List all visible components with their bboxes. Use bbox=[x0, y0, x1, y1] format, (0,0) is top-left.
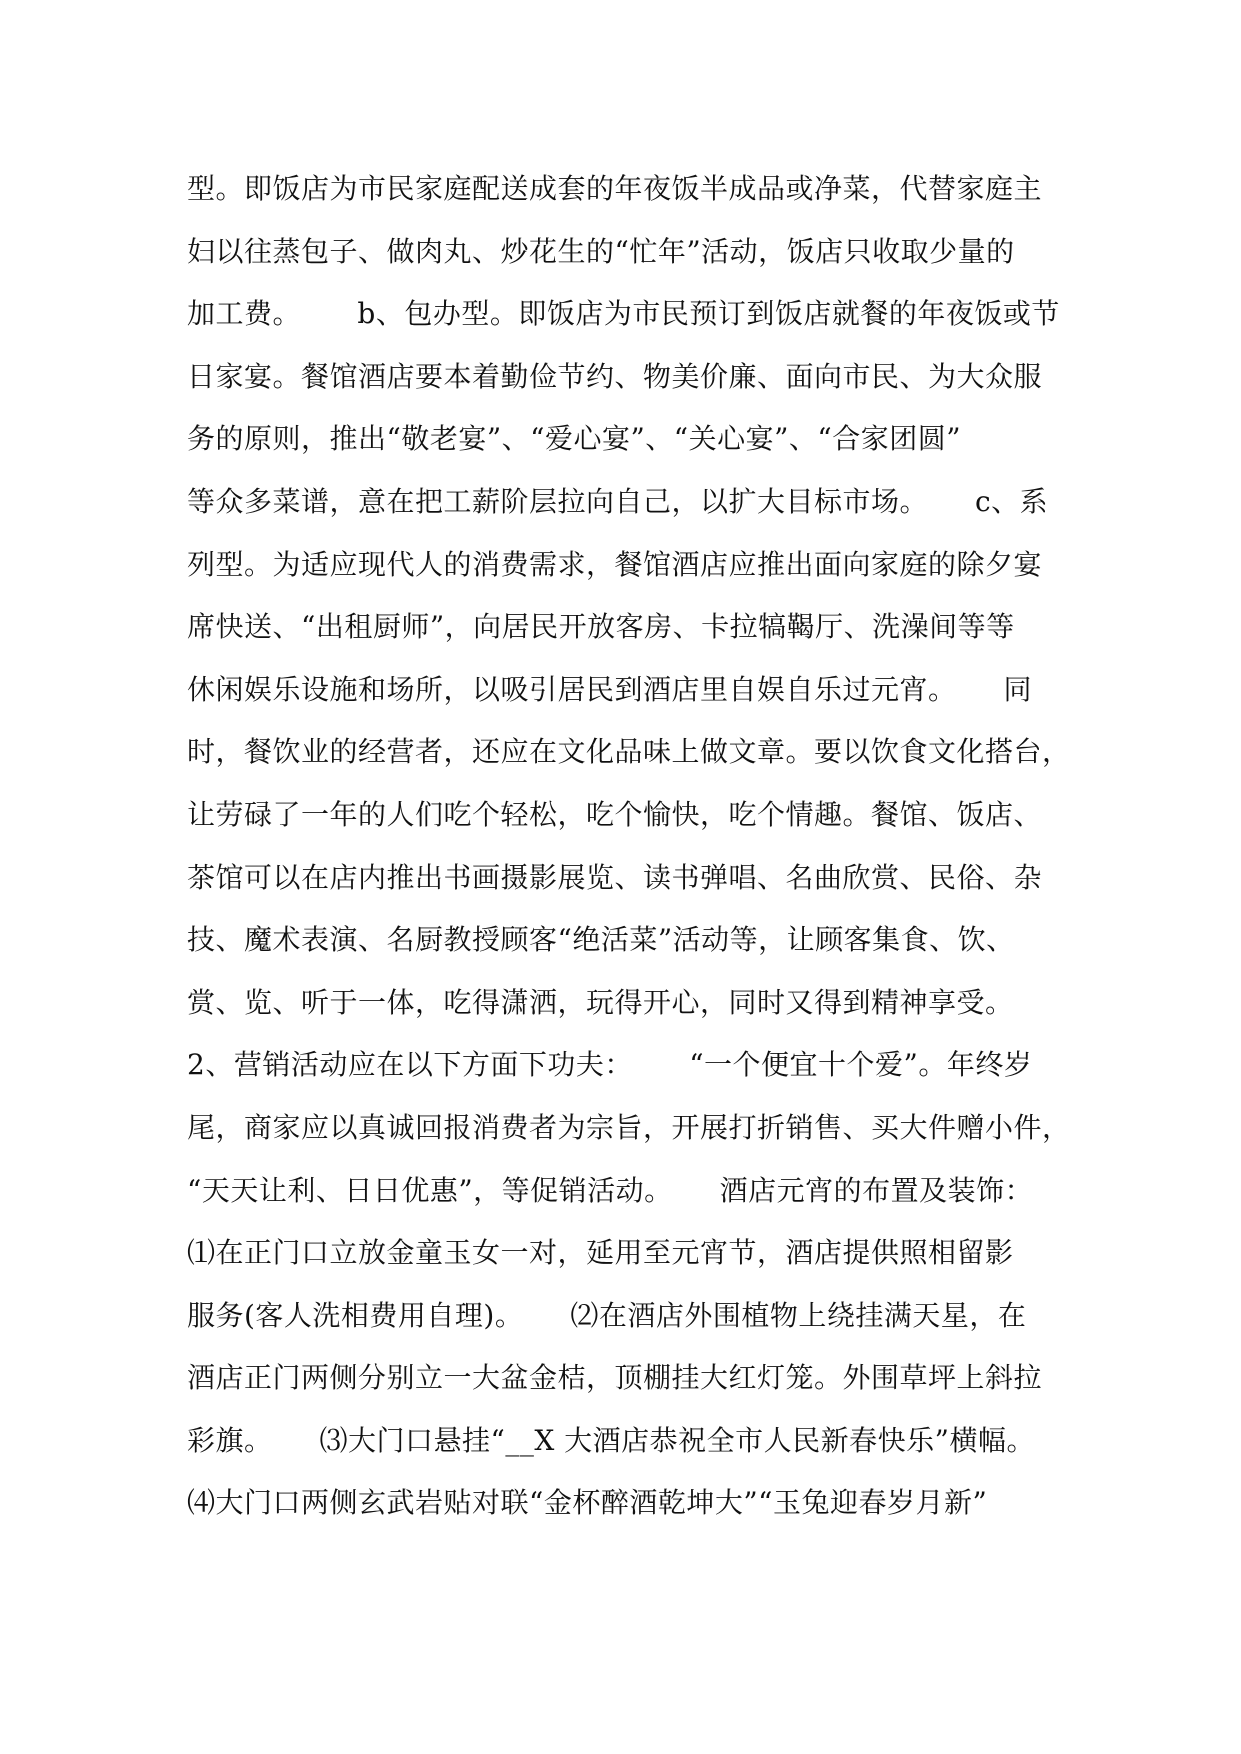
text-line: ⑴在正门口立放金童玉女一对，延用至元宵节，酒店提供照相留影 bbox=[187, 1236, 1014, 1270]
text-line: ⑷大门口两侧玄武岩贴对联“金杯醉酒乾坤大”“玉兔迎春岁月新” bbox=[187, 1486, 988, 1520]
text-line: 2、营销活动应在以下方面下功夫： “一个便宜十个爱”。年终岁 bbox=[187, 1048, 1033, 1082]
text-line: 赏、览、听于一体，吃得潇洒，玩得开心，同时又得到精神享受。 bbox=[187, 985, 1014, 1019]
text-line: 时，餐饮业的经营者，还应在文化品味上做文章。要以饮食文化搭台， bbox=[187, 735, 1071, 769]
text-line: 茶馆可以在店内推出书画摄影展览、读书弹唱、名曲欣赏、民俗、杂 bbox=[187, 860, 1043, 894]
text-line: 日家宴。餐馆酒店要本着勤俭节约、物美价廉、面向市民、为大众服 bbox=[187, 359, 1043, 393]
text-line: 列型。为适应现代人的消费需求，餐馆酒店应推出面向家庭的除夕宴 bbox=[187, 547, 1043, 581]
text-line: 型。即饭店为市民家庭配送成套的年夜饭半成品或净菜，代替家庭主 bbox=[187, 172, 1043, 205]
text-line: 尾，商家应以真诚回报消费者为宗旨，开展打折销售、买大件赠小件， bbox=[187, 1110, 1071, 1144]
text-line: 席快送、“出租厨师”，向居民开放客房、卡拉犒鞨厅、洗澡间等等 bbox=[187, 610, 1015, 644]
text-line: 酒店正门两侧分别立一大盆金桔，顶棚挂大红灯笼。外围草坪上斜拉 bbox=[187, 1361, 1043, 1395]
text-line: 技、魔术表演、名厨教授顾客“绝活菜”活动等，让顾客集食、饮、 bbox=[187, 923, 1015, 957]
text-line: 彩旗。 ⑶大门口悬挂“__X 大酒店恭祝全市人民新春快乐”横幅。 bbox=[187, 1423, 1035, 1457]
text-line: 等众多菜谱，意在把工薪阶层拉向自己，以扩大目标市场。 c、系 bbox=[187, 484, 1049, 518]
text-line: 加工费。 b、包办型。即饭店为市民预订到饭店就餐的年夜饭或节 bbox=[187, 297, 1060, 331]
text-line: 妇以往蒸包子、做肉丸、炒花生的“忙年”活动，饭店只收取少量的 bbox=[187, 234, 1015, 268]
text-line: 服务(客人洗相费用自理)。 ⑵在酒店外围植物上绕挂满天星，在 bbox=[187, 1298, 1027, 1332]
text-line: “天天让利、日日优惠”，等促销活动。 酒店元宵的布置及装饰： bbox=[187, 1173, 1034, 1207]
text-line: 让劳碌了一年的人们吃个轻松，吃个愉快，吃个情趣。餐馆、饭店、 bbox=[187, 797, 1043, 831]
body-text bbox=[187, 158, 1071, 1535]
text-line: 务的原则，推出“敬老宴”、“爱心宴”、“关心宴”、“合家团圆” bbox=[187, 422, 962, 456]
text-line: 休闲娱乐设施和场所，以吸引居民到酒店里自娱自乐过元宵。 同 bbox=[187, 672, 1033, 706]
